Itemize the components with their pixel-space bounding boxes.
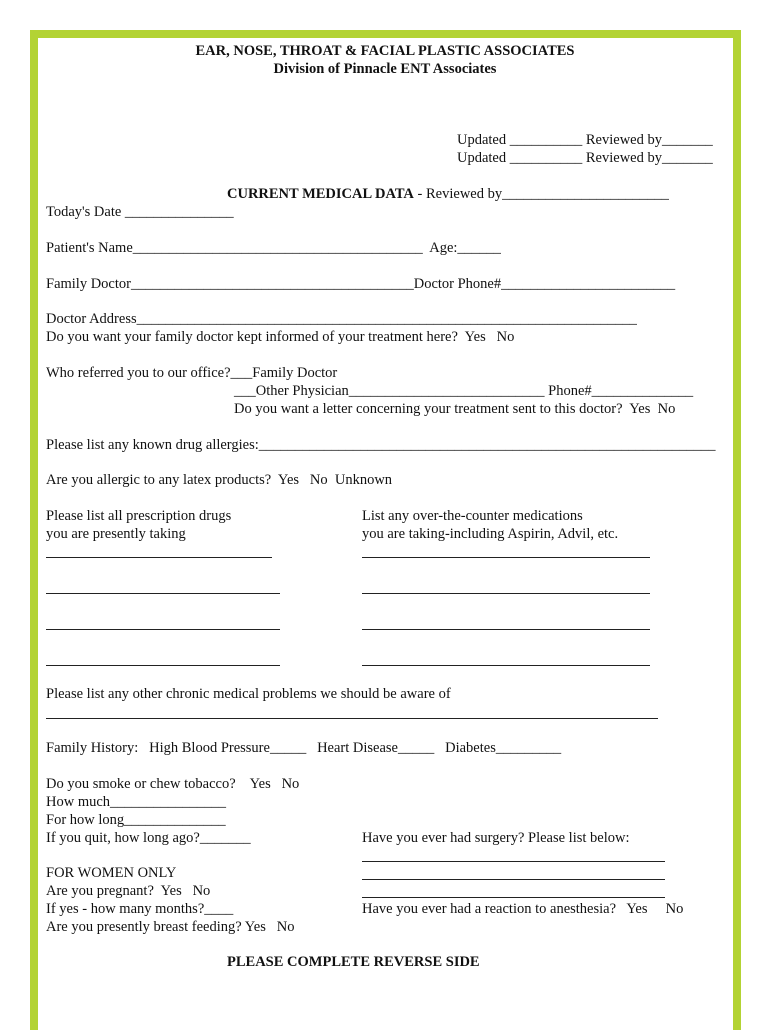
family-doctor-field[interactable]: Family Doctor_______________________________________Doctor Phone#________________________	[46, 276, 676, 292]
tobacco-quit[interactable]: If you quit, how long ago?_______	[46, 830, 251, 846]
women-only-heading: FOR WOMEN ONLY	[46, 865, 177, 881]
surgery-line[interactable]	[362, 897, 665, 898]
update-row-2[interactable]: Updated __________ Reviewed by_______	[457, 150, 713, 166]
prescription-line[interactable]	[46, 593, 280, 594]
update-row-1[interactable]: Updated __________ Reviewed by_______	[457, 132, 713, 148]
clinic-name: EAR, NOSE, THROAT & FACIAL PLASTIC ASSOCIATES	[195, 43, 575, 59]
pregnant-question[interactable]: Are you pregnant? Yes No	[46, 883, 211, 899]
keep-informed-question[interactable]: Do you want your family doctor kept informed of your treatment here? Yes No	[46, 329, 515, 345]
prescription-line[interactable]	[46, 629, 280, 630]
chronic-problems-line[interactable]	[46, 718, 658, 719]
patient-name-field[interactable]: Patient's Name________________________________________ Age:______	[46, 240, 501, 256]
otc-line[interactable]	[362, 557, 650, 558]
breastfeeding-question[interactable]: Are you presently breast feeding? Yes No	[46, 919, 295, 935]
letter-question[interactable]: Do you want a letter concerning your treatment sent to this doctor? Yes No	[234, 401, 676, 417]
anesthesia-question[interactable]: Have you ever had a reaction to anesthesia? Yes No	[362, 901, 684, 917]
clinic-division: Division of Pinnacle ENT Associates	[273, 61, 497, 77]
prescription-line[interactable]	[46, 557, 272, 558]
tobacco-how-long[interactable]: For how long______________	[46, 812, 226, 828]
otc-label-1: List any over-the-counter medications	[362, 508, 583, 524]
doctor-address-field[interactable]: Doctor Address_____________________________________________________________________	[46, 311, 637, 327]
section-title: CURRENT MEDICAL DATA	[227, 186, 414, 202]
otc-line[interactable]	[362, 665, 650, 666]
prescription-line[interactable]	[46, 665, 280, 666]
tobacco-how-much[interactable]: How much________________	[46, 794, 227, 810]
surgery-line[interactable]	[362, 879, 665, 880]
latex-allergy-question[interactable]: Are you allergic to any latex products? Yes No Unknown	[46, 472, 393, 488]
referred-by-question[interactable]: Who referred you to our office?___Family Doctor	[46, 365, 338, 381]
prescription-label-2: you are presently taking	[46, 526, 186, 542]
drug-allergies-field[interactable]: Please list any known drug allergies:_______________________________________________________________	[46, 437, 716, 453]
section-heading	[227, 185, 669, 203]
todays-date-field[interactable]: Today's Date _______________	[46, 204, 234, 220]
chronic-problems-label: Please list any other chronic medical problems we should be aware of	[46, 686, 451, 702]
section-reviewed-by[interactable]: - Reviewed by_______________________	[413, 186, 669, 202]
surgery-question: Have you ever had surgery? Please list below:	[362, 830, 630, 846]
family-history-field[interactable]: Family History: High Blood Pressure_____ Heart Disease_____ Diabetes_________	[46, 740, 562, 756]
other-physician-field[interactable]: ___Other Physician___________________________ Phone#______________	[234, 383, 694, 399]
otc-line[interactable]	[362, 593, 650, 594]
surgery-line[interactable]	[362, 861, 665, 862]
tobacco-question[interactable]: Do you smoke or chew tobacco? Yes No	[46, 776, 300, 792]
otc-label-2: you are taking-including Aspirin, Advil, etc.	[362, 526, 619, 542]
pregnancy-months[interactable]: If yes - how many months?____	[46, 901, 234, 917]
otc-line[interactable]	[362, 629, 650, 630]
reverse-side-notice: PLEASE COMPLETE REVERSE SIDE	[227, 954, 480, 970]
prescription-label-1: Please list all prescription drugs	[46, 508, 232, 524]
